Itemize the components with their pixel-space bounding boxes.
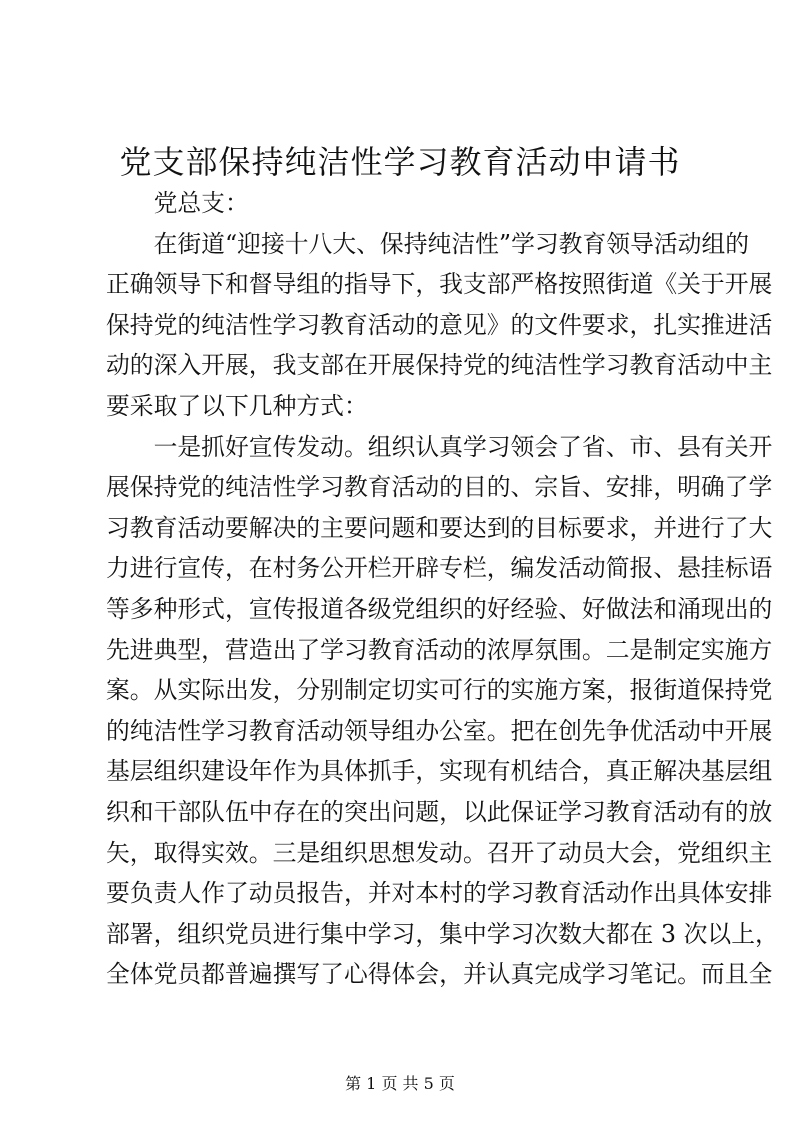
- paragraph-2: [106, 427, 779, 995]
- paragraph-line: 力进行宣传，在村务公开栏开辟专栏，编发活动简报、悬挂标语: [106, 554, 773, 583]
- page-footer: 第 1 页 共 5 页: [345, 1074, 455, 1093]
- document-body: [106, 183, 779, 995]
- paragraph-line: 先进典型，营造出了学习教育活动的浓厚氛围。二是制定实施方: [106, 635, 773, 664]
- paragraph-line: 的纯洁性学习教育活动领导组办公室。把在创先争优活动中开展: [106, 716, 773, 745]
- paragraph-line: 基层组织建设年作为具体抓手，实现有机结合，真正解决基层组: [106, 757, 773, 786]
- paragraph-line: 要采取了以下几种方式：: [106, 391, 368, 420]
- paragraph-line: 矢，取得实效。三是组织思想发动。召开了动员大会，党组织主: [106, 838, 773, 867]
- paragraph-line: 部署，组织党员进行集中学习，集中学习次数大都在 3 次以上，: [106, 919, 779, 948]
- paragraph-line: 保持党的纯洁性学习教育活动的意见》的文件要求，扎实推进活: [106, 310, 773, 339]
- paragraph-line: 动的深入开展，我支部在开展保持党的纯洁性学习教育活动中主: [106, 351, 773, 380]
- paragraph-line: 展保持党的纯洁性学习教育活动的目的、宗旨、安排，明确了学: [106, 473, 773, 502]
- paragraph-1: [106, 224, 773, 427]
- paragraph-line: 正确领导下和督导组的指导下，我支部严格按照街道《关于开展: [106, 270, 773, 299]
- paragraph-line: 习教育活动要解决的主要问题和要达到的目标要求，并进行了大: [106, 513, 773, 542]
- paragraph-line: 要负责人作了动员报告，并对本村的学习教育活动作出具体安排: [106, 879, 773, 908]
- paragraph-line: 一是抓好宣传发动。组织认真学习领会了省、市、县有关开: [153, 432, 773, 461]
- paragraph-line: 在街道“迎接十八大、保持纯洁性”学习教育领导活动组的: [153, 229, 750, 258]
- salutation: 党总支：: [153, 189, 249, 217]
- paragraph-line: 案。从实际出发，分别制定切实可行的实施方案，报街道保持党: [106, 676, 773, 705]
- paragraph-line: 等多种形式，宣传报道各级党组织的好经验、好做法和涌现出的: [106, 594, 773, 623]
- paragraph-line: 织和干部队伍中存在的突出问题，以此保证学习教育活动有的放: [106, 797, 773, 826]
- paragraph-line: 全体党员都普遍撰写了心得体会，并认真完成学习笔记。而且全: [106, 960, 773, 989]
- document-title: 党支部保持纯洁性学习教育活动申请书: [119, 143, 681, 181]
